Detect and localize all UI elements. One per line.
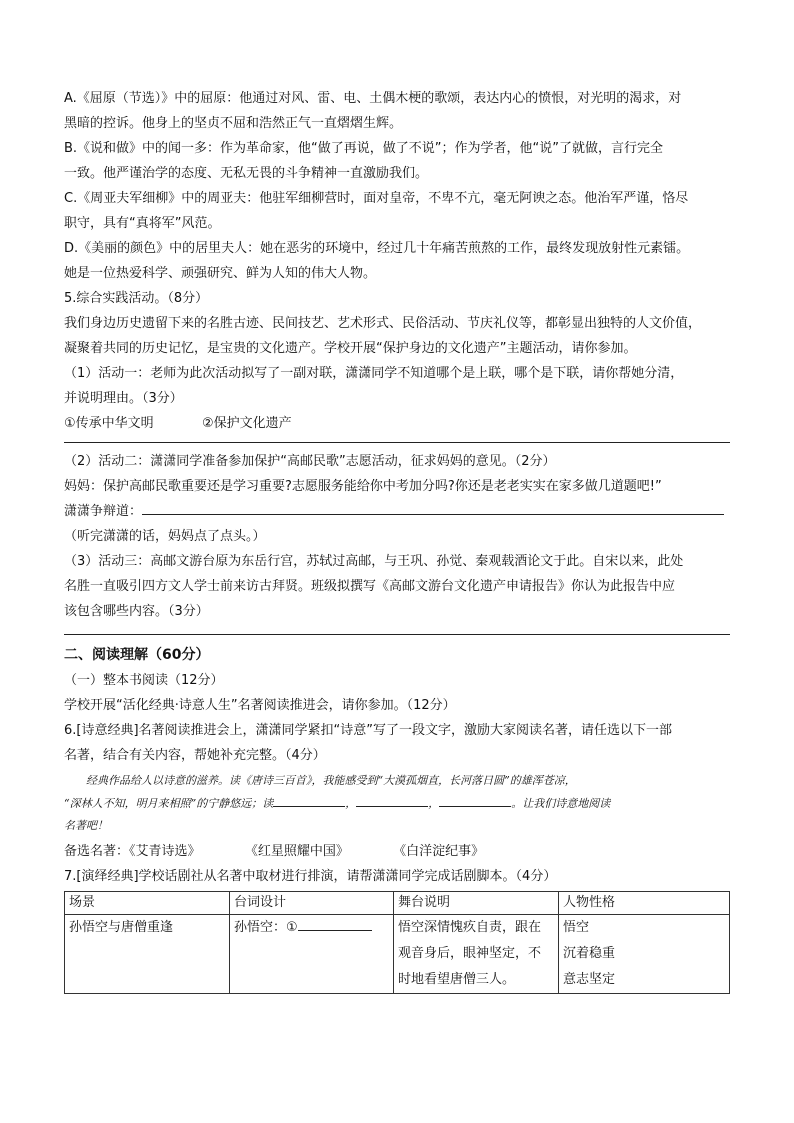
script-row — [65, 915, 730, 994]
couplet-2: ②保护文化遗产 — [201, 416, 292, 431]
passage-line3: 名著吧！ — [64, 819, 108, 832]
line-answer-blank[interactable] — [298, 916, 372, 931]
reply-label: 潇潇争辩道： — [64, 504, 143, 519]
lines-cell — [230, 915, 394, 994]
q6-line2: 名著，结合有关内容，帮她补充完整。（4分） — [64, 748, 326, 763]
passage-line2: “深林人不知，明月来相照”的宁静悠远；读 ， ， 。让我们诗意地阅读 — [64, 792, 730, 815]
book-3: 《白洋淀纪事》 — [393, 844, 485, 859]
answer-line-activity1[interactable] — [64, 442, 730, 443]
q5-intro-line2: 凝聚着共同的历史记忆，是宝贵的文化遗产。学校开展“保护身边的文化遗产”主题活动，请你参加。 — [64, 341, 637, 356]
activity2-reply — [64, 499, 730, 524]
option-a-line2: 黑暗的控诉。他身上的坚贞不屈和浩然正气一直熠熠生辉。 — [64, 116, 403, 131]
option-c-line2: 职守，具有“真将军”风范。 — [64, 216, 221, 231]
option-c-line1: C.《周亚夫军细柳》中的周亚夫：他驻军细柳营时，面对皇帝，不卑不亢，毫无阿谀之态。他治军严谨，恪尽 — [64, 191, 689, 206]
trait-cell: 悟空 沉着稳重 意志坚定 — [559, 915, 730, 994]
couplet-1: ①传承中华文明 — [64, 416, 154, 431]
activity1-line2: 并说明理由。（3分） — [64, 391, 183, 406]
q7-title: 7.[演绎经典]学校话剧社从名著中取材进行排演，请帮潇潇同学完成话剧脚本。（4分） — [64, 869, 557, 884]
q6-passage — [64, 770, 730, 837]
option-d-line1: D.《美丽的颜色》中的居里夫人：她在恶劣的环境中，经过几十年痛苦煎熬的工作，最终发现放射性元素镭。 — [64, 241, 690, 256]
q5-title: 5.综合实践活动。（8分） — [64, 291, 209, 306]
option-a-line1: A.《屈原（节选）》中的屈原：他通过对风、雷、电、土偶木梗的歌颂，表达内心的愤恨，对光明的渴求，对 — [64, 91, 682, 106]
books-label: 备选名著： — [64, 844, 130, 859]
passage-blank-1[interactable] — [273, 792, 345, 807]
stage-cell: 悟空深情愧疚自责，跟在 观音身后，眼神坚定，不 时地看望唐僧三人。 — [394, 915, 559, 994]
section2-title: 二、阅读理解（60分） — [64, 647, 210, 663]
activity2-after: （听完潇潇的话，妈妈点了点头。） — [64, 529, 266, 544]
exam-page — [64, 86, 730, 994]
q5-intro-line1: 我们身边历史遗留下来的名胜古迹、民间技艺、艺术形式、民俗活动、节庆礼仪等，都彰显出独特的人文价值， — [64, 316, 702, 331]
option-d-line2: 她是一位热爱科学、顽强研究、鲜为人知的伟大人物。 — [64, 266, 377, 281]
passage-blank-2[interactable] — [356, 792, 428, 807]
activity3-line3: 该包含哪些内容。（3分） — [64, 604, 209, 619]
passage-blank-3[interactable] — [439, 792, 511, 807]
book-options — [64, 839, 730, 864]
reply-answer-blank[interactable] — [142, 500, 724, 515]
couplet-options — [64, 411, 730, 436]
passage-line1: 经典作品给人以诗意的滋养。读《唐诗三百首》，我能感受到“大漠孤烟直，长河落日圆”的雄浑苍凉， — [86, 774, 576, 787]
q6-line1: 6.[诗意经典]名著阅读推进会上，潇潇同学紧扣“诗意”写了一段文字，激励大家阅读名著，请任选以下一部 — [64, 723, 673, 738]
header-trait: 人物性格 — [559, 892, 730, 915]
header-scene: 场景 — [65, 892, 230, 915]
option-b-line1: B.《说和做》中的闻一多：作为革命家，他“做了再说，做了不说”；作为学者，他“说”了就做，言行完全 — [64, 141, 663, 156]
line-label: 孙悟空：① — [234, 920, 298, 935]
activity3-line2: 名胜一直吸引四方文人学士前来访古拜贤。班级拟撰写《高邮文游台文化遗产申请报告》你认为此报告中应 — [64, 579, 676, 594]
answer-line-activity3[interactable] — [64, 634, 730, 635]
script-table — [64, 891, 730, 994]
activity2-line1: （2）活动二：潇潇同学准备参加保护“高邮民歌”志愿活动，征求妈妈的意见。（2分） — [64, 454, 556, 469]
section2-intro: 学校开展“活化经典·诗意人生”名著阅读推进会，请你参加。（12分） — [64, 698, 456, 713]
script-header-row — [65, 892, 730, 915]
book-2: 《红星照耀中国》 — [244, 844, 349, 859]
activity3-line1: （3）活动三：高邮文游台原为东岳行宫，苏轼过高邮，与王巩、孙觉、秦观载酒论文于此。自宋以来，此处 — [64, 554, 684, 569]
option-b-line2: 一致。他严谨治学的态度、无私无畏的斗争精神一直激励我们。 — [64, 166, 429, 181]
scene-cell: 孙悟空与唐僧重逢 — [65, 915, 230, 994]
header-lines: 台词设计 — [230, 892, 394, 915]
header-stage: 舞台说明 — [394, 892, 559, 915]
activity1-line1: （1）活动一：老师为此次活动拟写了一副对联，潇潇同学不知道哪个是上联，哪个是下联，请你帮她分清， — [64, 366, 684, 381]
section2-sub1: （一）整本书阅读（12分） — [64, 673, 224, 688]
activity2-mom: 妈妈：保护高邮民歌重要还是学习重要?志愿服务能给你中考加分吗?你还是老老实实在家多做几道题吧!” — [64, 479, 662, 494]
book-1: 《艾青诗选》 — [129, 844, 201, 859]
